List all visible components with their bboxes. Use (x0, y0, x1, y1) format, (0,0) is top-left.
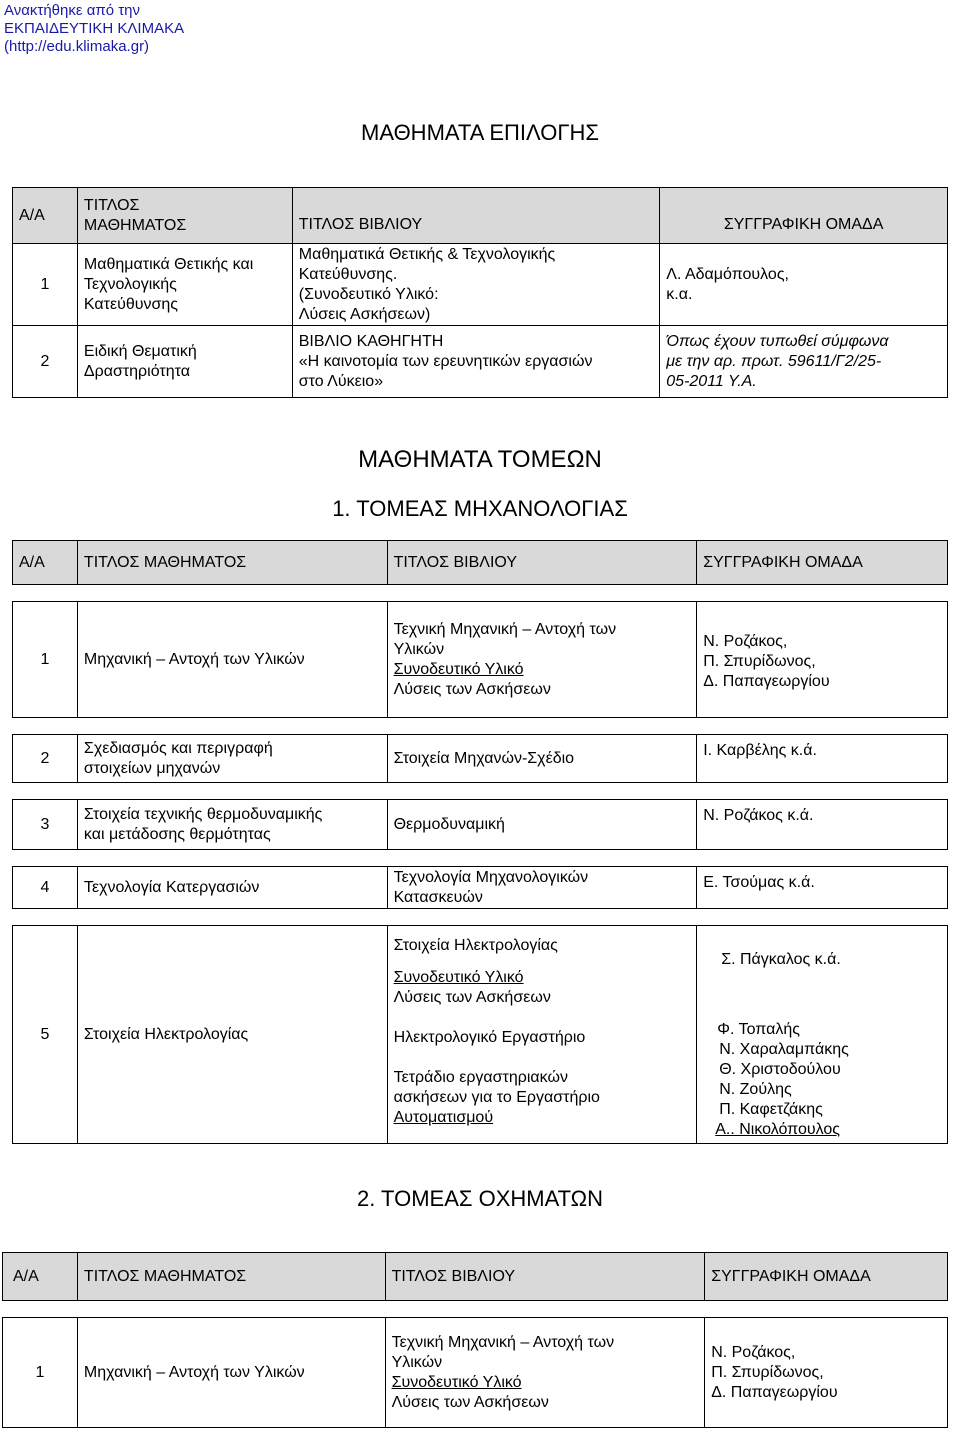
vehicles-sector-table (2, 1252, 948, 1428)
sector-title-vehicles: 2. ΤΟΜΕΑΣ ΟΧΗΜΑΤΩΝ (356, 1186, 604, 1211)
table-row (13, 244, 948, 326)
row-authors: Ι. Καρβέλης κ.ά. (697, 735, 948, 783)
electives-table (12, 187, 948, 398)
table-row (3, 1318, 948, 1428)
row-aa: 1 (3, 1318, 78, 1428)
row-book: Στοιχεία Ηλεκτρολογίας Συνοδευτικό Υλικό Λύσεις των Ασκήσεων Ηλεκτρολογικό Εργαστήριο Τετράδιο εργαστηριακών ασκήσεων για το Εργαστήριο Αυτοματισμού (387, 926, 697, 1144)
row-book: ΒΙΒΛΙΟ ΚΑΘΗΓΗΤΗ «Η καινοτομία των ερευνητικών εργασιών στο Λύκειο» (292, 326, 660, 398)
header-authors: ΣΥΓΓΡΑΦΙΚΗ ΟΜΑΔΑ (705, 1253, 948, 1301)
table-row (13, 867, 948, 909)
row-course: Στοιχεία τεχνικής θερμοδυναμικής και μετάδοσης θερμότητας (77, 800, 387, 850)
header-aa: Α/Α (13, 188, 78, 244)
row-book: Τεχνολογία Μηχανολογικών Κατασκευών (387, 867, 697, 909)
row-book: Μαθηματικά Θετικής & Τεχνολογικής Κατεύθυνσης. (Συνοδευτικό Υλικό: Λύσεις Ασκήσεων) (292, 244, 660, 326)
sector-title-mechanical: 1. ΤΟΜΕΑΣ ΜΗΧΑΝΟΛΟΓΙΑΣ (332, 496, 628, 521)
row-course: Τεχνολογία Κατεργασιών (77, 867, 387, 909)
table-row (13, 326, 948, 398)
row-course: Σχεδιασμός και περιγραφή στοιχείων μηχανών (77, 735, 387, 783)
header-book: ΤΙΤΛΟΣ ΒΙΒΛΙΟΥ (385, 1253, 705, 1301)
row-course: Μηχανική – Αντοχή των Υλικών (77, 602, 387, 718)
row-authors: Ν. Ροζάκος, Π. Σπυρίδωνος, Δ. Παπαγεωργίου (697, 602, 948, 718)
row-aa: 2 (13, 326, 78, 398)
row-authors: Ν. Ροζάκος κ.ά. (697, 800, 948, 850)
header-authors: ΣΥΓΓΡΑΦΙΚΗ ΟΜΑΔΑ (697, 541, 948, 585)
header-aa: Α/Α (3, 1253, 78, 1301)
section-title-electives: ΜΑΘΗΜΑΤΑ ΕΠΙΛΟΓΗΣ (361, 120, 599, 145)
row-aa: 5 (13, 926, 78, 1144)
header-book: ΤΙΤΛΟΣ ΒΙΒΛΙΟΥ (292, 188, 660, 244)
row-authors: Ν. Ροζάκος, Π. Σπυρίδωνος, Δ. Παπαγεωργίου (705, 1318, 948, 1428)
row-authors: Λ. Αδαμόπουλος, κ.α. (660, 244, 948, 326)
table-row (13, 800, 948, 850)
table-header-row (13, 188, 948, 244)
table-row (13, 735, 948, 783)
row-course: Στοιχεία Ηλεκτρολογίας (77, 926, 387, 1144)
row-aa: 4 (13, 867, 78, 909)
row-aa: 2 (13, 735, 78, 783)
header-authors: ΣΥΓΓΡΑΦΙΚΗ ΟΜΑΔΑ (660, 188, 948, 244)
source-note (4, 2, 184, 56)
row-aa: 3 (13, 800, 78, 850)
row-course: Μαθηματικά Θετικής και Τεχνολογικής Κατεύθυνσης (77, 244, 292, 326)
source-link[interactable]: (http://edu.klimaka.gr) (4, 38, 150, 55)
row-authors: Ε. Τσούμας κ.ά. (697, 867, 948, 909)
header-book: ΤΙΤΛΟΣ ΒΙΒΛΙΟΥ (387, 541, 697, 585)
header-course: ΤΙΤΛΟΣ ΜΑΘΗΜΑΤΟΣ (77, 1253, 385, 1301)
section-title-sectors: ΜΑΘΗΜΑΤΑ ΤΟΜΕΩΝ (358, 446, 602, 473)
table-row (13, 926, 948, 1144)
row-book: Τεχνική Μηχανική – Αντοχή των Υλικών Συνοδευτικό Υλικό Λύσεις των Ασκήσεων (385, 1318, 705, 1428)
row-course: Ειδική Θεματική Δραστηριότητα (77, 326, 292, 398)
row-aa: 1 (13, 602, 78, 718)
header-course: ΤΙΤΛΟΣ ΜΑΘΗΜΑΤΟΣ (77, 541, 387, 585)
header-course: ΤΙΤΛΟΣ ΜΑΘΗΜΑΤΟΣ (77, 188, 292, 244)
table-header-row (3, 1253, 948, 1301)
row-authors: Σ. Πάγκαλος κ.ά. Φ. Τοπαλής Ν. Χαραλαμπάκης Θ. Χριστοδούλου Ν. Ζούλης Π. Καφετζάκης Α.. Νικολόπουλος (697, 926, 948, 1144)
source-line: Ανακτήθηκε από την (4, 2, 141, 19)
row-book: Θερμοδυναμική (387, 800, 697, 850)
row-authors: Όπως έχουν τυπωθεί σύμφωνα με την αρ. πρωτ. 59611/Γ2/25- 05-2011 Υ.Α. (660, 326, 948, 398)
row-book: Τεχνική Μηχανική – Αντοχή των Υλικών Συνοδευτικό Υλικό Λύσεις των Ασκήσεων (387, 602, 697, 718)
row-aa: 1 (13, 244, 78, 326)
row-book: Στοιχεία Μηχανών-Σχέδιο (387, 735, 697, 783)
row-course: Μηχανική – Αντοχή των Υλικών (77, 1318, 385, 1428)
table-header-row (13, 541, 948, 585)
header-aa: Α/Α (13, 541, 78, 585)
mechanical-sector-table (12, 540, 948, 1144)
source-line: ΕΚΠΑΙΔΕΥΤΙΚΗ ΚΛΙΜΑΚΑ (4, 20, 185, 37)
table-row (13, 602, 948, 718)
